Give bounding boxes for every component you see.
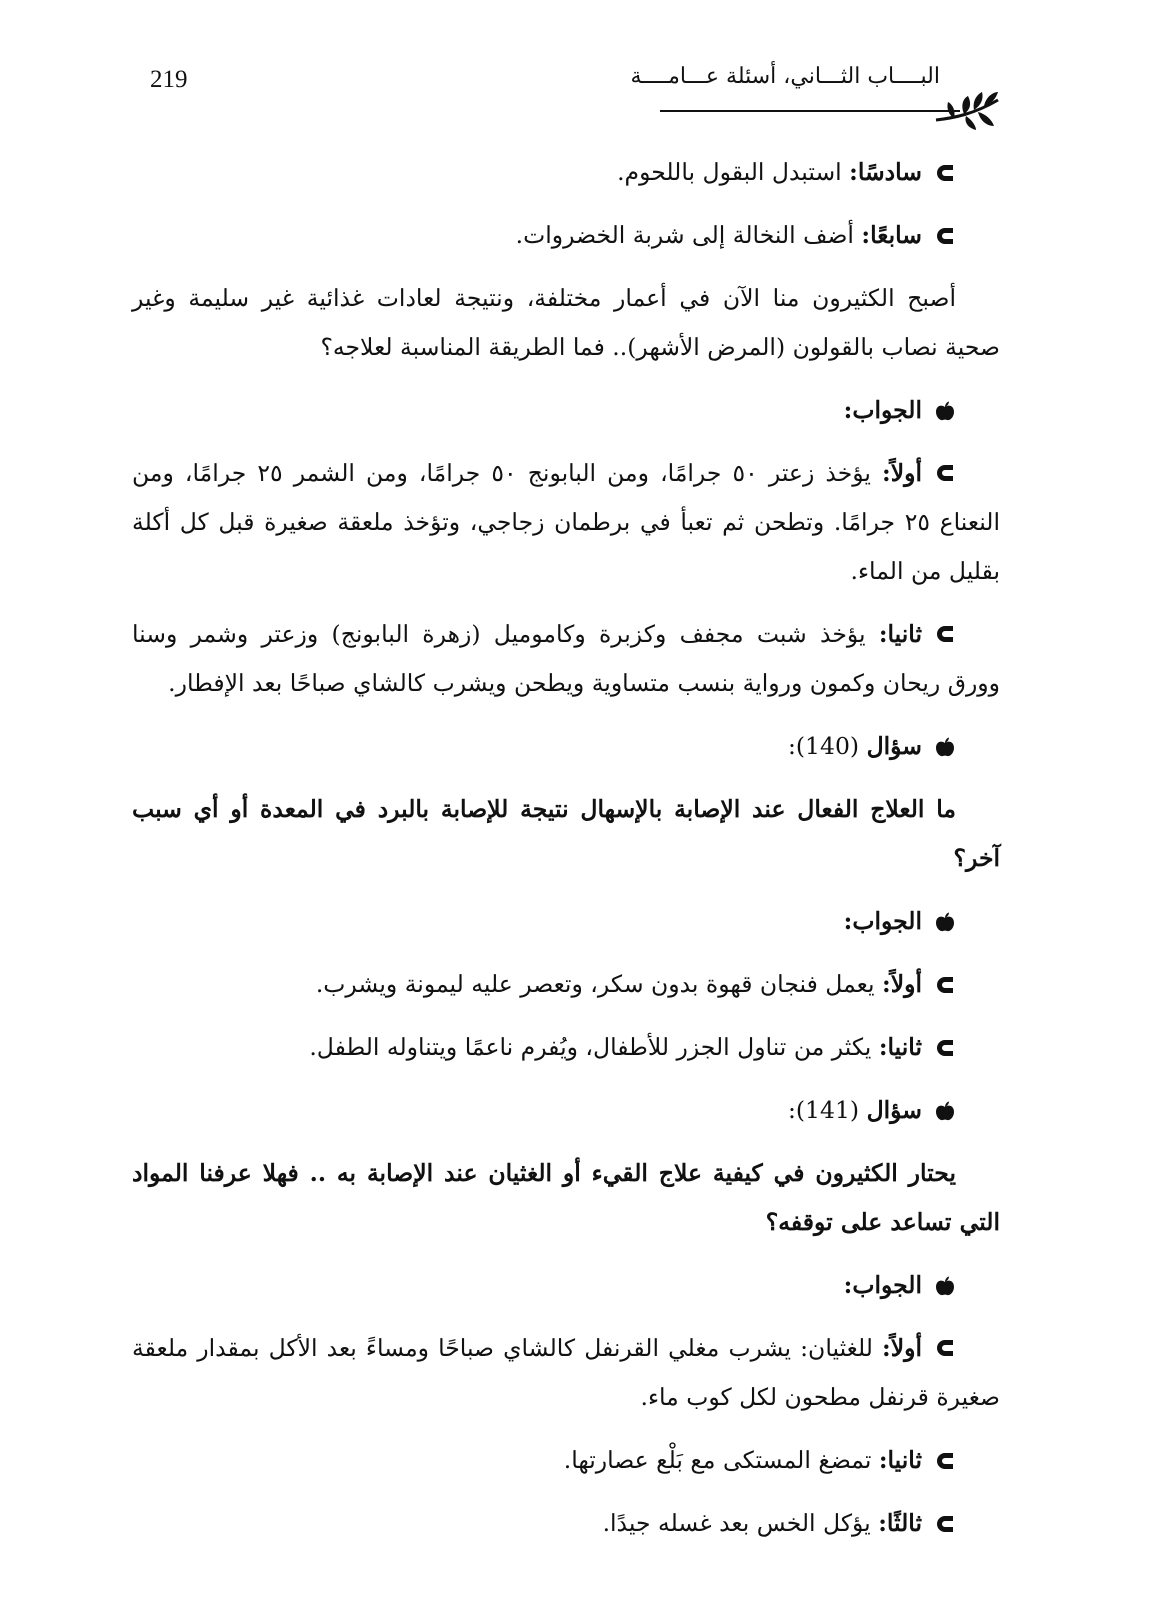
page-body (132, 148, 1000, 1562)
list-item (132, 1023, 1000, 1072)
answer-heading (132, 386, 1000, 435)
answer-label: الجواب: (843, 396, 922, 424)
leaf-ornament-icon (934, 90, 1000, 130)
item-label: ثانيا: (878, 1446, 922, 1474)
list-item (132, 1436, 1000, 1485)
item-label: أولاً: (882, 459, 922, 487)
running-head: البــــاب الثـــاني، أسئلة عـــامــــة (630, 64, 940, 89)
item-text: يؤكل الخس بعد غسله جيدًا. (602, 1509, 879, 1537)
list-item (132, 148, 1000, 197)
list-item (132, 1324, 1000, 1422)
header-rule (660, 110, 960, 112)
question-number: (140): (787, 732, 860, 760)
pointer-marker-icon (934, 1337, 956, 1359)
question-number: (141): (787, 1096, 860, 1124)
answer-heading (132, 1261, 1000, 1310)
question-paragraph: أصبح الكثيرون منا الآن في أعمار مختلفة، ونتيجة لعادات غذائية غير سليمة وغير صحية نصاب بالقولون (المرض الأشهر).. فما الطريقة المناسبة لعلاجه؟ (132, 284, 1000, 361)
answer-label: الجواب: (843, 907, 922, 935)
item-label: ثالثًا: (878, 1509, 922, 1537)
list-item (132, 211, 1000, 260)
item-text: استبدل البقول باللحوم. (617, 158, 850, 186)
item-text: يؤخذ شبت مجفف وكزبرة وكاموميل (زهرة البابونج) وزعتر وشمر وسنا وورق ريحان وكمون ورواية بنسب متساوية ويطحن ويشرب كالشاي صباحًا بعد الإفطار. (132, 620, 1000, 697)
item-text: يؤخذ زعتر ٥٠ جرامًا، ومن البابونج ٥٠ جرامًا، ومن الشمر ٢٥ جرامًا، ومن النعناع ٢٥ جرامًا. وتطحن ثم تعبأ في برطمان زجاجي، وتؤخذ ملعقة صغيرة قبل كل أكلة بقليل من الماء. (132, 459, 1000, 585)
pointer-marker-icon (934, 974, 956, 996)
question-heading (132, 1086, 1000, 1135)
pointer-marker-icon (934, 623, 956, 645)
page-number: 219 (150, 66, 188, 93)
apple-marker-icon (934, 911, 956, 933)
pointer-marker-icon (934, 225, 956, 247)
answer-label: الجواب: (843, 1271, 922, 1299)
item-label: أولاً: (882, 1334, 922, 1362)
apple-marker-icon (934, 736, 956, 758)
list-item (132, 449, 1000, 596)
question-label: سؤال (866, 1096, 922, 1124)
item-label: سابعًا: (861, 221, 922, 249)
question-paragraph: يحتار الكثيرون في كيفية علاج القيء أو الغثيان عند الإصابة به .. فهلا عرفنا المواد التي تساعد على توقفه؟ (132, 1159, 1000, 1236)
item-label: ثانيا: (878, 1033, 922, 1061)
item-text: للغثيان: يشرب مغلي القرنفل كالشاي صباحًا ومساءً بعد الأكل بمقدار ملعقة صغيرة قرنفل مطحون لكل كوب ماء. (132, 1334, 1000, 1411)
pointer-marker-icon (934, 162, 956, 184)
list-item (132, 1499, 1000, 1548)
list-item (132, 960, 1000, 1009)
pointer-marker-icon (934, 1513, 956, 1535)
item-label: ثانيا: (878, 620, 922, 648)
apple-marker-icon (934, 1275, 956, 1297)
item-text: تمضغ المستكى مع بَلْع عصارتها. (563, 1446, 879, 1474)
question-label: سؤال (866, 732, 922, 760)
pointer-marker-icon (934, 1037, 956, 1059)
pointer-marker-icon (934, 1450, 956, 1472)
item-text: يكثر من تناول الجزر للأطفال، ويُفرم ناعمًا ويتناوله الطفل. (309, 1033, 879, 1061)
question-heading (132, 722, 1000, 771)
pointer-marker-icon (934, 462, 956, 484)
question-paragraph: ما العلاج الفعال عند الإصابة بالإسهال نتيجة للإصابة بالبرد في المعدة أو أي سبب آخر؟ (132, 795, 1000, 872)
list-item (132, 610, 1000, 708)
item-label: أولاً: (882, 970, 922, 998)
item-text: يعمل فنجان قهوة بدون سكر، وتعصر عليه ليمونة ويشرب. (315, 970, 883, 998)
page-header (130, 58, 1000, 132)
item-text: أضف النخالة إلى شربة الخضروات. (515, 221, 862, 249)
apple-marker-icon (934, 400, 956, 422)
apple-marker-icon (934, 1100, 956, 1122)
item-label: سادسًا: (849, 158, 922, 186)
answer-heading (132, 897, 1000, 946)
